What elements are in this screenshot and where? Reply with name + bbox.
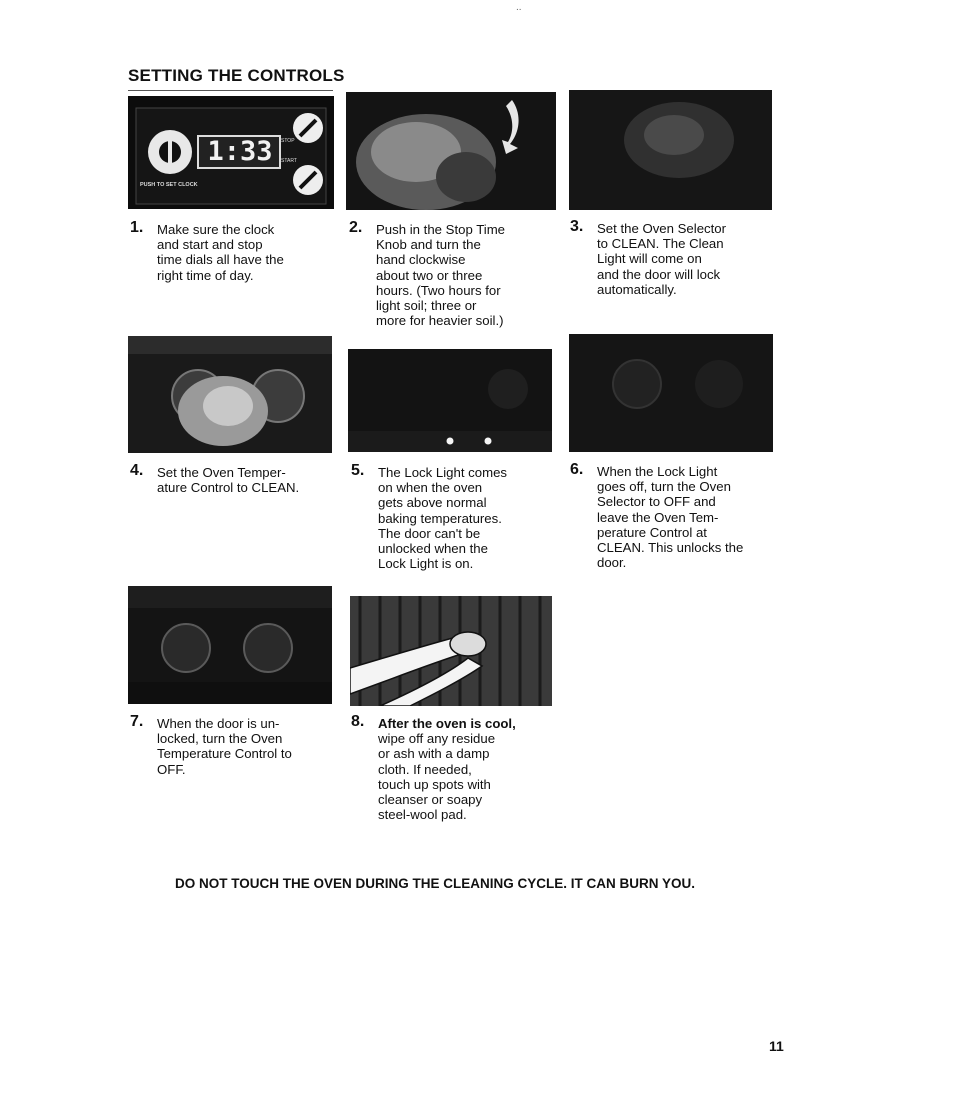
step-text-line: light soil; three or [376, 298, 477, 314]
step-text-line: Set the Oven Temper- [157, 465, 286, 480]
step-number: 5. [351, 462, 365, 479]
step-text-line: The door can't be [378, 525, 481, 541]
step-text-line: wipe off any residue [378, 731, 496, 747]
section-heading: SETTING THE CONTROLS [128, 66, 345, 85]
step-bold-lead: After the oven is cool, [378, 716, 516, 731]
step-text-line: and start and stop [157, 237, 263, 253]
photo-clock-panel [128, 96, 334, 209]
step-text-line: hours. (Two hours for [376, 282, 501, 298]
step-text-line: Push in the Stop Time [376, 222, 506, 237]
step-number: 1. [130, 219, 144, 236]
push-to-set-label: PUSH TO SET CLOCK [140, 182, 198, 188]
step-text-line: perature Control at [597, 524, 707, 540]
step-text-line: Lock Light is on. [378, 556, 474, 572]
photo-lock-light [348, 349, 552, 452]
step-number: 6. [570, 461, 584, 478]
step-text-line: Knob and turn the [376, 237, 481, 253]
step-text-line: The Lock Light comes [378, 465, 508, 480]
photo-temperature-off [128, 586, 332, 704]
step-text-line: on when the oven [378, 480, 483, 496]
step-text-line: cloth. If needed, [378, 761, 472, 777]
step-number: 7. [130, 713, 144, 730]
step-number: 3. [570, 218, 584, 235]
step-text-line: Light will come on [597, 251, 702, 267]
step-text-line: Make sure the clock [157, 222, 275, 237]
photo-oven-selector [569, 90, 772, 210]
step-text-line: CLEAN. This unlocks the [597, 540, 744, 556]
step-text-line: to CLEAN. The Clean [597, 236, 724, 252]
start-label: START [281, 158, 297, 164]
step-number: 8. [351, 713, 365, 730]
step-text-line: Selector to OFF and [597, 494, 716, 510]
heading-underline [128, 90, 333, 91]
step-number: 4. [130, 462, 144, 479]
step-text-line: OFF. [157, 761, 186, 777]
step-text-line: or ash with a damp [378, 746, 490, 762]
step-text-line: leave the Oven Tem- [597, 509, 719, 525]
step-text-line: touch up spots with [378, 776, 491, 792]
burn-warning: DO NOT TOUCH THE OVEN DURING THE CLEANING CYCLE. IT CAN BURN YOU. [175, 876, 696, 891]
step-text-line: automatically. [597, 281, 677, 297]
step-text-line: unlocked when the [378, 541, 488, 557]
step-text-line: locked, turn the Oven [157, 731, 283, 747]
page-number: 11 [769, 1038, 784, 1054]
step-text-line: about two or three [376, 267, 483, 283]
step-text-line: Temperature Control to [157, 746, 292, 762]
step-text-line: gets above normal [378, 495, 487, 511]
step-number: 2. [349, 219, 363, 236]
step-text-line: goes off, turn the Oven [597, 479, 731, 495]
step-text-line: baking temperatures. [378, 510, 502, 526]
step-text-line: cleanser or soapy [378, 792, 483, 808]
step-text-line: When the Lock Light [597, 464, 718, 479]
step-text-line: hand clockwise [376, 252, 466, 268]
photo-unlock-door [569, 334, 773, 452]
step-text-line: door. [597, 555, 627, 571]
photo-wipe-residue [350, 596, 552, 706]
step-text-line: more for heavier soil.) [376, 313, 504, 329]
step-text-line: and the door will lock [597, 266, 721, 282]
stop-label: STOP [281, 138, 295, 144]
photo-temperature-control [128, 336, 332, 453]
step-text-line: ature Control to CLEAN. [157, 480, 300, 496]
step-text-line: time dials all have the [157, 252, 284, 268]
clock-display: 1:33 [207, 136, 273, 167]
photo-turn-knob [346, 92, 556, 210]
step-text-line: steel-wool pad. [378, 807, 467, 823]
step-text-line: Set the Oven Selector [597, 221, 727, 236]
step-text-line: right time of day. [157, 267, 254, 283]
step-text-line: When the door is un- [157, 716, 280, 731]
top-mark: .. [516, 2, 522, 13]
